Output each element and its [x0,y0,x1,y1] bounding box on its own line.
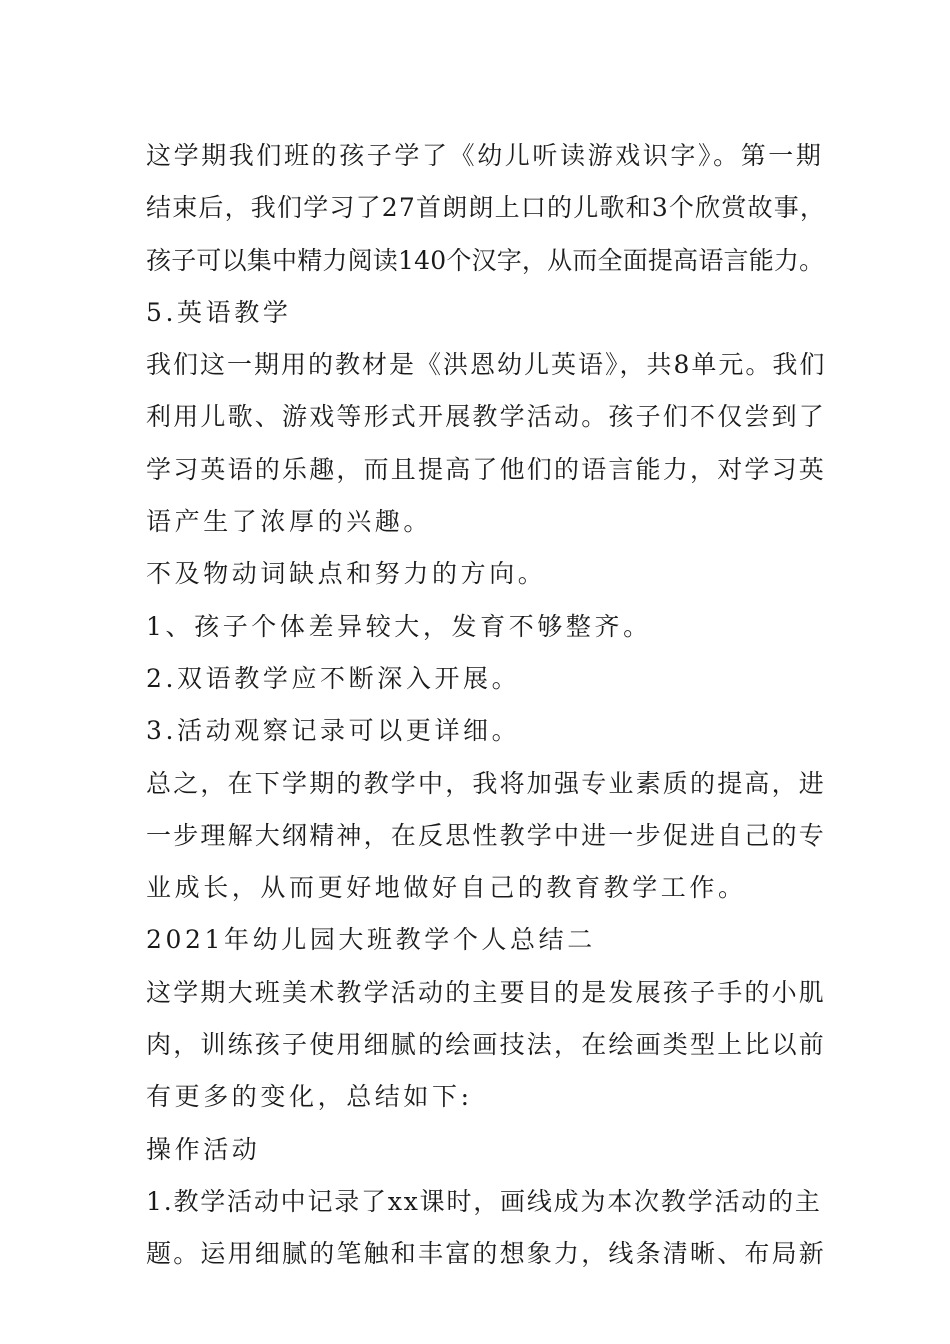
list-item: 1.教学活动中记录了xx课时，画线成为本次教学活动的主 [146,1186,822,1216]
list-item: 2.双语教学应不断深入开展。 [146,663,521,693]
paragraph-line: 业成长，从而更好地做好自己的教育教学工作。 [146,873,747,903]
paragraph-line: 孩子可以集中精力阅读140个汉字，从而全面提高语言能力。 [146,245,825,275]
paragraph-line: 结束后，我们学习了27首朗朗上口的儿歌和3个欣赏故事， [146,193,827,223]
list-item: 1、孩子个体差异较大，发育不够整齐。 [146,611,652,641]
paragraph-line: 利用儿歌、游戏等形式开展教学活动。孩子们不仅尝到了 [146,402,827,432]
list-item: 3.活动观察记录可以更详细。 [146,716,521,746]
section-title: 2021年幼儿园大班教学个人总结二 [146,925,596,955]
paragraph-line: 学习英语的乐趣，而且提高了他们的语言能力，对学习英 [146,454,827,484]
document-body [146,130,826,1281]
paragraph-line: 语产生了浓厚的兴趣。 [146,507,433,537]
section-heading: 不及物动词缺点和努力的方向。 [146,559,547,589]
paragraph-line: 肉，训练孩子使用细腻的绘画技法，在绘画类型上比以前 [146,1030,827,1060]
section-heading: 5.英语教学 [146,297,292,327]
paragraph-line: 这学期大班美术教学活动的主要目的是发展孩子手的小肌 [146,977,827,1007]
paragraph-line: 题。运用细腻的笔触和丰富的想象力，线条清晰、布局新 [146,1239,827,1269]
paragraph-line: 这学期我们班的孩子学了《幼儿听读游戏识字》。第一期 [146,141,824,170]
paragraph-line: 有更多的变化，总结如下: [146,1082,473,1112]
section-heading: 操作活动 [146,1134,261,1164]
paragraph-line: 总之，在下学期的教学中，我将加强专业素质的提高，进 [146,768,827,798]
paragraph-line: 一步理解大纲精神，在反思性教学中进一步促进自己的专 [146,820,827,850]
paragraph-line: 我们这一期用的教材是《洪恩幼儿英语》，共8单元。我们 [146,350,827,380]
